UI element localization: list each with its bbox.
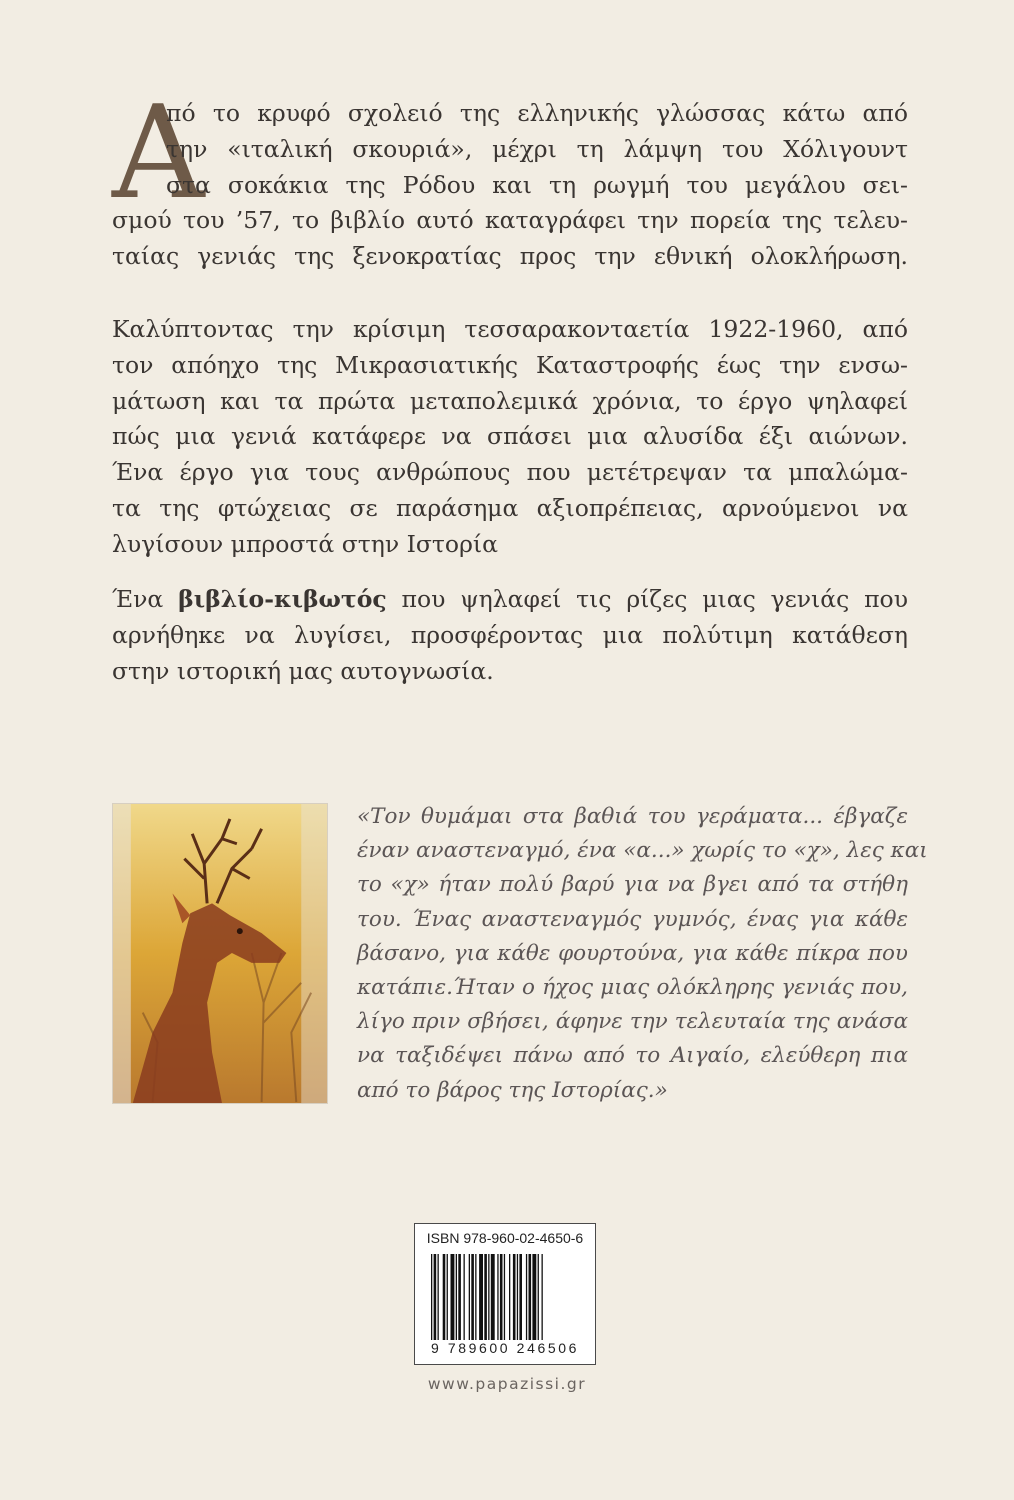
quote-line: έναν αναστεναγμό, ένα «α...» χωρίς το «χ», λες και: [357, 838, 928, 864]
blurb-text: Ένα: [112, 585, 179, 613]
barcode-stripe: [500, 1254, 503, 1340]
barcode-stripe: [469, 1254, 470, 1340]
quote-line: από το βάρος της Ιστορίας.»: [357, 1077, 668, 1103]
barcode-stripe: [456, 1254, 457, 1340]
barcode-stripe: [488, 1254, 489, 1340]
barcode-stripe: [479, 1254, 483, 1340]
blurb-line: στα σοκάκια της Ρόδου και τη ρωγμή του μεγάλου σει-: [166, 170, 908, 199]
barcode-stripe: [519, 1254, 522, 1340]
barcode-stripe: [517, 1254, 518, 1340]
quote-line: βάσανο, για κάθε φουρτούνα, για κάθε πίκρα που: [357, 940, 908, 966]
blurb-text: που ψηλαφεί τις ρίζες μιας γενιάς που: [386, 585, 908, 613]
quote-line: το «χ» ήταν πολύ βαρύ για να βγει από τα στήθη: [357, 872, 908, 898]
quote-line: λίγο πριν σβήσει, άφηνε την τελευταία της ανάσα: [357, 1009, 908, 1035]
barcode-stripe: [447, 1254, 448, 1340]
blurb-line: τον απόηχο της Μικρασιατικής Καταστροφής έως την ενσω-: [112, 350, 908, 379]
blurb-line: λυγίσουν μπροστά στην Ιστορία: [112, 529, 498, 558]
blurb-line: μάτωση και τα πρώτα μεταπολεμικά χρόνια, το έργο ψηλαφεί: [112, 386, 908, 415]
blurb-line: πό το κρυφό σχολειό της ελληνικής γλώσσας κάτω από: [166, 99, 908, 127]
barcode-stripe: [509, 1254, 510, 1340]
blurb-line: πώς μια γενιά κατάφερε να σπάσει μια αλυσίδα έξι αιώνων.: [112, 422, 908, 451]
barcode-stripe: [451, 1254, 455, 1340]
barcode-stripe: [431, 1254, 432, 1340]
quote-line: να ταξιδέψει πάνω από το Αιγαίο, ελεύθερη πια: [357, 1043, 908, 1069]
blurb-line: Ένα έργο για τους ανθρώπους που μετέτρεψαν τα μπαλώμα-: [112, 458, 908, 487]
blurb-paragraph-3: [112, 582, 908, 689]
barcode-stripe: [504, 1254, 505, 1340]
barcode-stripe: [434, 1254, 437, 1340]
book-quote: [357, 800, 928, 1108]
barcode-stripe: [438, 1254, 439, 1340]
barcode-stripe: [513, 1254, 516, 1340]
quote-line: «Τον θυμάμαι στα βαθιά του γεράματα... έβγαζε: [357, 804, 908, 829]
quote-line: κατάπιε.Ήταν ο ήχος μιας ολόκληρης γενιάς που,: [357, 974, 908, 1000]
emphasis-book-ark: βιβλίο-κιβωτός: [178, 585, 387, 613]
drop-cap-letter: Α: [112, 79, 205, 228]
deer-artwork-image: [112, 803, 328, 1104]
barcode-stripe: [491, 1254, 495, 1340]
blurb-line: αρνήθηκε να λυγίσει, προσφέροντας μια πολύτιμη κατάθεση: [112, 620, 908, 649]
deer-illustration: [113, 804, 327, 1103]
blurb-line: την «ιταλική σκουριά», μέχρι τη λάμψη του Χόλιγουντ: [166, 134, 908, 163]
barcode-stripe: [464, 1254, 465, 1340]
blurb-line: Καλύπτοντας την κρίσιμη τεσσαρακονταετία 1922-1960, από: [112, 315, 908, 343]
blurb-line: σμού του ’57, το βιβλίο αυτό καταγράφει την πορεία της τελευ-: [112, 206, 908, 235]
barcode-stripe: [497, 1254, 498, 1340]
blurb-line: στην ιστορική μας αυτογνωσία.: [112, 656, 494, 685]
blurb-line-with-emphasis: [112, 582, 908, 618]
isbn-label: ISBN 978-960-02-4650-6: [426, 1230, 584, 1246]
quote-line: του. Ένας αναστεναγμός γυμνός, ένας για κάθε: [357, 906, 908, 932]
barcode-bars: [431, 1254, 581, 1340]
barcode-stripe: [475, 1254, 476, 1340]
blurb-paragraph-2: [112, 312, 908, 563]
barcode-stripe: [471, 1254, 474, 1340]
barcode-stripe: [532, 1254, 536, 1340]
barcode-stripe: [443, 1254, 446, 1340]
barcode-stripe: [484, 1254, 487, 1340]
barcode-stripe: [538, 1254, 539, 1340]
blurb-line: τα της φτώχειας σε παράσημα αξιοπρέπειας, αρνούμενοι να: [112, 493, 908, 522]
barcode-stripes: [431, 1254, 581, 1340]
isbn-barcode: [414, 1223, 596, 1365]
blurb-line: ταίας γενιάς της ξενοκρατίας προς την εθνική ολοκλήρωση.: [112, 242, 908, 271]
barcode-stripe: [542, 1254, 543, 1340]
barcode-digits: 9 789600 246506: [431, 1340, 579, 1356]
barcode-stripe: [526, 1254, 527, 1340]
blurb-paragraph-1: [112, 96, 908, 275]
barcode-stripe: [458, 1254, 461, 1340]
publisher-website: www.papazissi.gr: [427, 1375, 587, 1393]
barcode-stripe: [529, 1254, 532, 1340]
